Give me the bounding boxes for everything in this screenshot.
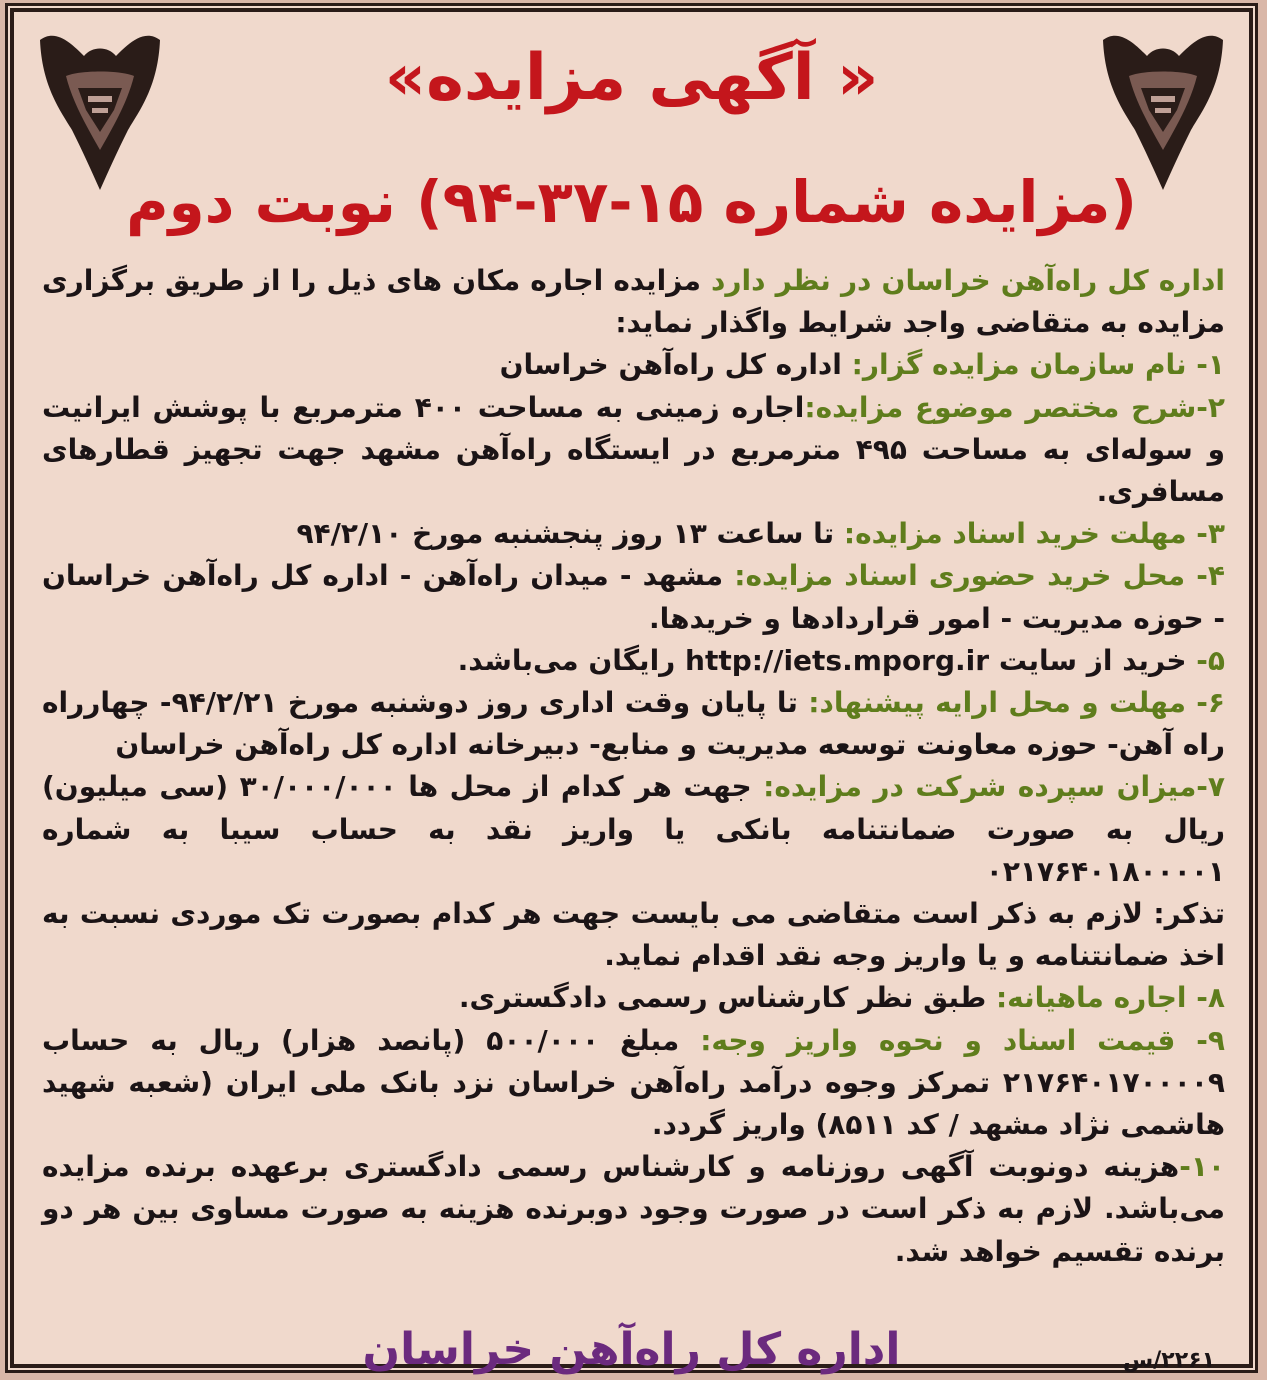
list-item [42,555,1225,639]
list-item [42,1146,1225,1273]
item-text: جهت هر کدام از محل ها ۳۰/۰۰۰/۰۰۰ (سی میلیون) ریال به صورت ضمانتنامه بانکی یا واریز نقد به حساب سیبا به شماره ۰۲۱۷۶۴۰۱۸۰۰۰۰۱ [42,770,1225,888]
list-item [42,682,1225,766]
item-label: ۱۰- [1179,1150,1225,1184]
item-label: ۴- محل خرید حضوری اسناد مزایده: [734,559,1225,593]
intro-highlight: اداره کل راه‌آهن خراسان در نظر دارد [711,264,1225,297]
item-text: هزینه دونوبت آگهی روزنامه و کارشناس رسمی دادگستری برعهده برنده مزایده می‌باشد. لازم به ذکر است در صورت وجود دوبرنده هزینه به صورت مساوی بین هر دو برنده تقسیم خواهد شد. [42,1150,1225,1268]
item-text: مبلغ ۵۰۰/۰۰۰ (پانصد هزار) ریال به حساب ۲۱۷۶۴۰۱۷۰۰۰۰۹ تمرکز وجوه درآمد راه‌آهن خراسان نزد بانک ملی ایران (شعبه شهید هاشمی نژاد مشهد / کد ۸۵۱۱) واریز گردد. [42,1023,1225,1142]
list-item [42,1020,1225,1147]
item-text: اداره کل راه‌آهن خراسان [499,348,852,382]
list-item [42,387,1225,514]
item-text: مشهد - میدان راه‌آهن - اداره کل راه‌آهن خراسان - حوزه مدیریت - امور قراردادها و خریدها. [42,559,1225,635]
notice-title: « آگهی مزایده» [384,41,879,115]
list-item [42,977,1225,1019]
notice-code: ۲۲۶۱/س [1122,1348,1215,1373]
list-item [42,513,1225,555]
item-label: ۷-میزان سپرده شرکت در مزایده: [763,770,1225,804]
list-item [42,640,1225,682]
item-label: ۶- مهلت و محل ارایه پیشنهاد: [808,686,1226,720]
intro-paragraph [42,260,1225,344]
item-text: اجاره زمینی به مساحت ۴۰۰ مترمربع با پوشش ایرانیت و سوله‌ای به مساحت ۴۹۵ مترمربع در ایستگاه راه‌آهن مشهد جهت تجهیز قطارهای مسافری. [42,390,1225,509]
list-item [42,893,1225,977]
list-item [42,766,1225,893]
notice-page [10,8,1253,1375]
item-label: ۱- نام سازمان مزایده گزار: [851,348,1225,382]
footer-signature: اداره کل راه‌آهن خراسان [362,1324,901,1375]
item-text: تذکر: لازم به ذکر است متقاضی می بایست جهت هر کدام بصورت تک موردی نسبت به اخذ ضمانتنامه و یا واریز وجه نقد اقدام نماید. [42,897,1225,973]
item-label: ۳- مهلت خرید اسناد مزایده: [843,517,1225,551]
item-text: تا ساعت ۱۳ روز پنجشنبه مورخ ۹۴/۲/۱۰ [296,517,844,551]
item-text: طبق نظر کارشناس رسمی دادگستری. [458,981,996,1015]
item-label: ۹- قیمت اسناد و نحوه واریز وجه: [700,1023,1225,1057]
notice-body [42,260,1225,1273]
list-item [42,344,1225,386]
item-label: ۵- [1196,643,1225,677]
item-label: ۲-شرح مختصر موضوع مزایده: [804,390,1225,424]
item-label: ۸- اجاره ماهیانه: [995,981,1225,1015]
notice-subtitle: (مزایده شماره ۱۵-۳۷-۹۴) نوبت دوم [126,168,1137,236]
item-text: تا پایان وقت اداری روز دوشنبه مورخ ۹۴/۲/۲۱- چهارراه راه آهن- حوزه معاونت توسعه مدیریت و منابع- دبیرخانه اداره کل راه‌آهن خراسان [42,686,1225,762]
item-text: خرید از سایت http://iets.mporg.ir رایگان می‌باشد. [457,643,1197,677]
intro-text: مزایده اجاره مکان های ذیل را از طریق برگزاری مزایده به متقاضی واجد شرایط واگذار نماید: [42,264,1225,340]
